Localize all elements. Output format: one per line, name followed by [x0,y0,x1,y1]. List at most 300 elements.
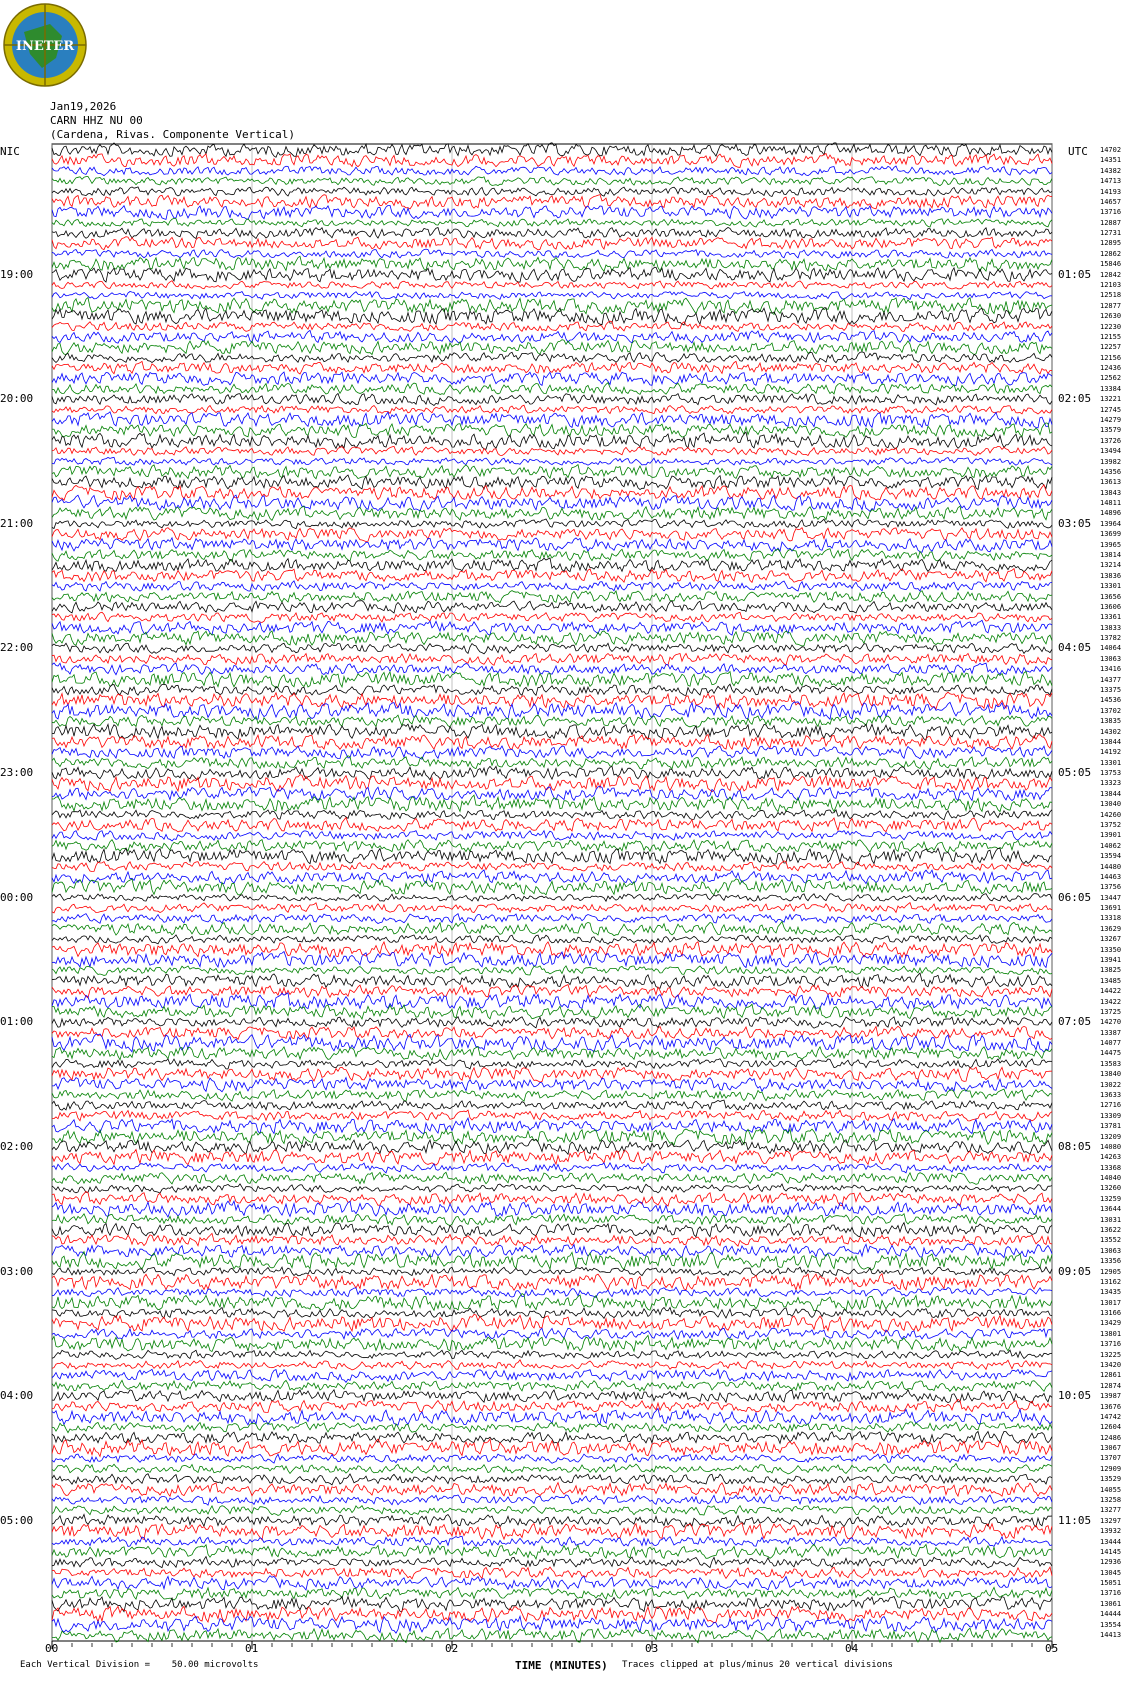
left-hour-label: 01:00 [0,1015,34,1029]
trace-count-label: 14413 [1100,1631,1122,1639]
trace-count-label: 12909 [1100,1464,1122,1473]
seismic-trace [52,935,1052,944]
seismic-trace [52,1201,1052,1217]
seismic-trace [52,154,1052,168]
seismic-trace [52,766,1052,779]
trace-count-label: 12604 [1100,1423,1122,1432]
seismic-trace [52,1514,1052,1527]
trace-count-label: 13447 [1100,893,1122,902]
seismic-trace [52,1192,1052,1207]
trace-count-label: 13061 [1100,1599,1122,1608]
clip-annotation: Traces clipped at plus/minus 20 vertical divisions [622,1660,893,1670]
trace-count-label: 13017 [1100,1298,1122,1307]
seismic-trace [52,581,1052,591]
trace-count-label: 13301 [1100,758,1122,767]
seismic-trace [52,465,1052,479]
trace-count-label: 12436 [1100,364,1122,373]
trace-count-label: 14279 [1100,416,1122,424]
seismic-trace [52,1557,1052,1568]
seismic-trace [52,519,1052,529]
seismic-trace [52,1287,1052,1297]
trace-count-label: 13801 [1100,1329,1122,1338]
trace-count-label: 12562 [1100,374,1122,383]
date-label: Jan19,2026 [50,100,117,113]
trace-count-label: 14377 [1100,675,1122,684]
seismic-trace [52,405,1052,414]
seismic-trace [52,475,1052,490]
seismic-trace [52,298,1052,315]
nic-axis-title: NIC [0,145,20,158]
trace-count-label: 14536 [1100,696,1122,705]
seismic-trace [52,1252,1052,1270]
right-hour-label: 10:05 [1058,1389,1092,1403]
trace-count-label: 13579 [1100,426,1122,435]
trace-count-label: 12103 [1100,281,1122,289]
seismic-trace [52,993,1052,1009]
trace-count-label: 12842 [1100,270,1122,279]
left-hour-label: 19:00 [0,267,34,281]
seismic-trace [52,432,1052,449]
seismic-trace [52,848,1052,865]
trace-count-label: 13965 [1100,540,1122,549]
trace-count-label: 13162 [1100,1277,1122,1286]
trace-count-label: 13309 [1100,1111,1122,1120]
seismic-trace [52,1100,1052,1110]
trace-count-label: 13941 [1100,956,1122,964]
seismic-trace [52,1506,1052,1516]
seismic-trace [52,1267,1052,1276]
seismic-trace [52,1233,1052,1246]
trace-count-label: 14260 [1100,810,1122,819]
trace-count-label: 14062 [1100,841,1122,850]
seismic-trace [52,237,1052,250]
seismic-trace [52,457,1052,465]
trace-count-label: 13691 [1100,904,1122,913]
seismic-trace [52,506,1052,520]
trace-count-label: 13416 [1100,665,1122,674]
trace-count-label: 13259 [1100,1194,1122,1203]
trace-count-label: 13554 [1100,1620,1122,1629]
trace-count-label: 14077 [1100,1039,1122,1048]
seismic-trace [52,383,1052,395]
seismic-trace [52,1399,1052,1412]
seismic-trace [52,1244,1052,1258]
trace-count-label: 14896 [1100,509,1122,518]
trace-count-label: 15051 [1100,1579,1122,1588]
trace-count-label: 13814 [1100,551,1122,559]
seismic-trace [52,1544,1052,1559]
trace-count-label: 13613 [1100,478,1122,487]
seismic-trace [52,1380,1052,1391]
seismic-trace [52,495,1052,511]
seismic-trace [52,538,1052,553]
seismic-trace [52,795,1052,811]
trace-count-label: 13356 [1100,1257,1122,1266]
seismic-trace [52,195,1052,209]
right-hour-label: 11:05 [1058,1513,1092,1527]
seismic-trace [52,756,1052,770]
trace-count-label: 13361 [1100,613,1122,622]
right-hour-label: 05:05 [1058,766,1092,780]
trace-count-label: 13375 [1100,686,1122,694]
trace-count-label: 14713 [1100,177,1122,186]
left-hour-label: 00:00 [0,890,34,904]
seismic-trace [52,620,1052,635]
trace-count-label: 13045 [1100,1568,1122,1577]
seismic-trace [52,942,1052,957]
seismic-trace [52,643,1052,654]
trace-count-label: 13594 [1100,852,1122,861]
seismic-trace [52,1390,1052,1403]
seismic-trace [52,1439,1052,1457]
trace-count-label: 13716 [1100,1589,1122,1598]
seismic-trace [52,1172,1052,1184]
trace-count-label: 13297 [1100,1516,1122,1525]
trace-count-label: 13214 [1100,561,1122,570]
trace-count-label: 14444 [1100,1610,1122,1619]
trace-count-label: 13067 [1100,1444,1122,1453]
seismic-trace [52,1350,1052,1359]
seismic-trace [52,903,1052,913]
trace-count-label: 13699 [1100,530,1122,539]
trace-count-label: 13209 [1100,1132,1122,1141]
seismic-trace [52,267,1052,282]
trace-count-label: 12257 [1100,343,1122,352]
trace-count-label: 12230 [1100,322,1122,331]
x-tick-label: 00 [45,1642,59,1655]
trace-count-label: 12905 [1100,1267,1122,1276]
trace-count-label: 13753 [1100,769,1122,778]
seismic-trace [52,1274,1052,1291]
trace-count-label: 13529 [1100,1475,1122,1484]
seismic-trace [52,692,1052,709]
trace-count-label: 13633 [1100,1091,1122,1099]
seismic-trace [52,558,1052,572]
trace-count-label: 14145 [1100,1547,1122,1556]
trace-count-label: 13676 [1100,1402,1122,1411]
seismic-trace [52,894,1052,902]
trace-count-label: 13932 [1100,1527,1122,1536]
trace-count-label: 12895 [1100,239,1122,248]
x-tick-label: 04 [845,1642,859,1655]
x-tick-label: 02 [445,1642,459,1655]
trace-count-label: 13844 [1100,737,1122,746]
trace-count-label: 13221 [1100,395,1122,404]
trace-count-label: 14422 [1100,987,1122,996]
trace-count-label: 13225 [1100,1350,1122,1359]
trace-count-label: 12887 [1100,218,1122,227]
seismic-trace [52,321,1052,331]
trace-count-label: 13716 [1100,208,1122,217]
seismic-trace [52,591,1052,603]
trace-count-label: 14356 [1100,467,1122,476]
seismic-trace [52,166,1052,176]
seismic-trace [52,1567,1052,1579]
right-hour-label: 02:05 [1058,392,1092,406]
right-hour-label: 03:05 [1058,516,1092,530]
trace-count-label: 13716 [1100,1340,1122,1349]
seismic-trace [52,818,1052,832]
trace-count-label: 13031 [1100,1215,1122,1224]
seismic-trace [52,973,1052,988]
right-hour-label: 09:05 [1058,1264,1092,1278]
trace-count-label: 14811 [1100,499,1122,508]
seismic-trace [52,831,1052,841]
trace-count-label: 12862 [1100,249,1122,258]
trace-count-label: 13429 [1100,1319,1122,1328]
seismic-trace [52,1089,1052,1101]
trace-count-label: 13707 [1100,1454,1122,1463]
trace-count-label: 13258 [1100,1496,1122,1504]
trace-count-label: 13702 [1100,706,1122,715]
trace-count-label: 12745 [1100,405,1122,414]
seismic-trace [52,218,1052,227]
seismic-trace [52,1536,1052,1546]
trace-count-label: 13368 [1100,1163,1122,1172]
trace-count-label: 14657 [1100,197,1122,206]
left-hour-label: 20:00 [0,392,34,406]
trace-count-label: 13835 [1100,717,1122,726]
seismic-trace [52,612,1052,622]
trace-count-label: 13622 [1100,1226,1122,1234]
trace-count-label: 13435 [1100,1288,1122,1297]
trace-count-label: 12518 [1100,291,1122,300]
right-hour-label: 01:05 [1058,267,1092,281]
seismic-trace [52,653,1052,665]
seismic-trace [52,1576,1052,1590]
left-hour-label: 02:00 [0,1139,34,1153]
seismic-trace [52,1523,1052,1540]
seismic-trace [52,372,1052,386]
seismic-trace [52,1360,1052,1370]
trace-count-label: 13781 [1100,1122,1122,1131]
seismic-trace [52,143,1052,158]
trace-count-label: 13752 [1100,821,1122,829]
trace-count-label: 13833 [1100,623,1122,632]
trace-count-label: 13040 [1100,800,1122,809]
trace-count-label: 13552 [1100,1236,1122,1245]
trace-count-label: 13494 [1100,447,1122,456]
trace-count-label: 13982 [1100,457,1122,466]
seismic-trace [52,1335,1052,1351]
trace-count-label: 14463 [1100,872,1122,881]
seismic-trace [52,879,1052,895]
right-hour-label: 07:05 [1058,1015,1092,1029]
trace-count-label: 14382 [1100,166,1122,175]
right-hour-label: 08:05 [1058,1139,1092,1153]
trace-count-label: 13964 [1100,519,1122,528]
seismic-trace [52,485,1052,500]
trace-count-label: 14263 [1100,1153,1122,1162]
seismic-trace [52,715,1052,727]
trace-count-label: 13420 [1100,1361,1122,1369]
trace-count-label: 13644 [1100,1205,1122,1214]
trace-count-label: 13606 [1100,602,1122,611]
seismic-trace [52,528,1052,542]
trace-count-label: 13277 [1100,1506,1122,1515]
trace-count-label: 13583 [1100,1059,1122,1068]
trace-count-label: 14193 [1100,187,1122,196]
trace-count-label: 13166 [1100,1309,1122,1318]
seismic-trace [52,966,1052,976]
trace-count-label: 15846 [1100,260,1122,269]
trace-count-label: 13840 [1100,1070,1122,1079]
trace-count-label: 14702 [1100,146,1122,154]
seismic-trace [52,1463,1052,1474]
trace-count-label: 14302 [1100,727,1122,736]
seismic-trace [52,1118,1052,1134]
trace-count-label: 14475 [1100,1049,1122,1058]
trace-count-label: 13267 [1100,935,1122,944]
seismic-trace [52,631,1052,646]
trace-count-label: 14080 [1100,1142,1122,1151]
seismic-trace [52,1059,1052,1069]
trace-count-label: 13485 [1100,976,1122,985]
seismic-trace [52,1223,1052,1237]
x-tick-label: 03 [645,1642,659,1655]
seismic-trace [52,281,1052,289]
seismic-trace [52,1184,1052,1193]
trace-count-label: 13318 [1100,914,1122,923]
trace-count-label: 13756 [1100,883,1122,892]
seismic-trace [52,1067,1052,1082]
trace-count-label: 13629 [1100,924,1122,933]
seismic-trace [52,735,1052,750]
trace-count-label: 12936 [1100,1558,1122,1567]
trace-count-label: 13260 [1100,1184,1122,1193]
trace-count-label: 14351 [1100,156,1122,165]
seismic-trace [52,352,1052,363]
right-hour-label: 04:05 [1058,641,1092,655]
trace-count-label: 14742 [1100,1412,1122,1421]
left-hour-label: 22:00 [0,641,34,655]
trace-count-label: 13836 [1100,571,1122,580]
seismic-trace [52,256,1052,271]
trace-count-label: 12877 [1100,301,1122,310]
seismic-trace [52,746,1052,759]
seismic-trace [52,1308,1052,1319]
trace-count-label: 12156 [1100,353,1122,362]
seismic-trace [52,394,1052,406]
trace-count-label: 13063 [1100,654,1122,663]
seismic-trace [52,361,1052,374]
seismic-trace [52,922,1052,936]
seismic-trace [52,1163,1052,1173]
trace-count-label: 13022 [1100,1080,1122,1089]
trace-count-label: 13844 [1100,789,1122,798]
logo-text: INETER [15,39,75,54]
seismic-trace [52,340,1052,355]
seismic-trace [52,1078,1052,1092]
seismic-trace [52,1047,1052,1060]
trace-count-label: 13726 [1100,436,1122,445]
trace-count-label: 13444 [1100,1537,1122,1546]
left-hour-label: 05:00 [0,1513,34,1527]
trace-count-label: 14270 [1100,1018,1122,1027]
x-tick-label: 01 [245,1642,259,1655]
seismic-trace [52,1139,1052,1154]
seismic-trace [52,601,1052,613]
trace-count-label: 14064 [1100,644,1122,653]
trace-count-label: 12874 [1100,1381,1122,1390]
seismic-trace [52,1422,1052,1433]
seismic-trace [52,1017,1052,1028]
seismic-trace [52,1214,1052,1226]
trace-count-label: 13063 [1100,1246,1122,1255]
trace-count-label: 13656 [1100,592,1122,601]
trace-count-label: 12716 [1100,1101,1122,1110]
scale-annotation: Each Vertical Division = 50.00 microvolts [20,1660,259,1670]
seismic-trace [52,985,1052,998]
trace-count-label: 14040 [1100,1174,1122,1183]
trace-count-label: 13725 [1100,1007,1122,1016]
seismic-trace [52,1294,1052,1311]
trace-count-label: 13422 [1100,997,1122,1006]
trace-count-label: 14192 [1100,748,1122,757]
trace-count-label: 13987 [1100,1392,1122,1401]
seismic-trace [52,840,1052,853]
seismic-trace [52,1110,1052,1121]
trace-count-label: 13782 [1100,634,1122,643]
seismic-trace [52,423,1052,438]
utc-axis-title: UTC [1068,145,1088,158]
left-hour-label: 23:00 [0,766,34,780]
trace-count-label: 12731 [1100,229,1122,238]
x-axis-label: TIME (MINUTES) [515,1659,608,1672]
trace-count-label: 14480 [1100,862,1122,871]
trace-count-label: 13387 [1100,1028,1122,1037]
seismic-trace [52,228,1052,239]
left-hour-label: 04:00 [0,1389,34,1403]
trace-count-label: 13384 [1100,384,1122,393]
trace-count-label: 12630 [1100,312,1122,321]
seismic-trace [52,249,1052,258]
trace-count-label: 12861 [1100,1371,1122,1380]
seismic-trace [52,1454,1052,1464]
trace-count-label: 13350 [1100,945,1122,954]
seismic-trace [52,1150,1052,1166]
trace-count-label: 13825 [1100,966,1122,975]
trace-count-label: 13843 [1100,488,1122,497]
seismic-trace [52,1474,1052,1486]
left-hour-label: 21:00 [0,516,34,530]
seismic-trace [52,914,1052,924]
seismic-trace [52,1616,1052,1633]
x-tick-label: 05 [1045,1642,1059,1655]
trace-count-label: 13901 [1100,831,1122,840]
station-label: CARN HHZ NU 00 [50,114,143,127]
seismic-trace [52,292,1052,300]
seismic-trace [52,1495,1052,1505]
seismic-trace [52,684,1052,695]
seismic-trace [52,549,1052,561]
station-description: (Cardena, Rivas. Componente Vertical) [50,128,296,141]
seismic-trace [52,308,1052,325]
seismic-trace [52,1483,1052,1497]
seismic-trace [52,1369,1052,1382]
right-hour-label: 06:05 [1058,890,1092,904]
trace-count-label: 12155 [1100,332,1122,341]
trace-count-label: 14055 [1100,1485,1122,1494]
left-hour-label: 03:00 [0,1264,34,1278]
seismic-trace [52,177,1052,186]
trace-count-label: 13323 [1100,779,1122,788]
trace-count-label: 13301 [1100,582,1122,591]
trace-count-label: 12486 [1100,1433,1122,1442]
seismic-trace [52,1328,1052,1339]
seismic-trace [52,205,1052,219]
seismic-trace [52,187,1052,197]
